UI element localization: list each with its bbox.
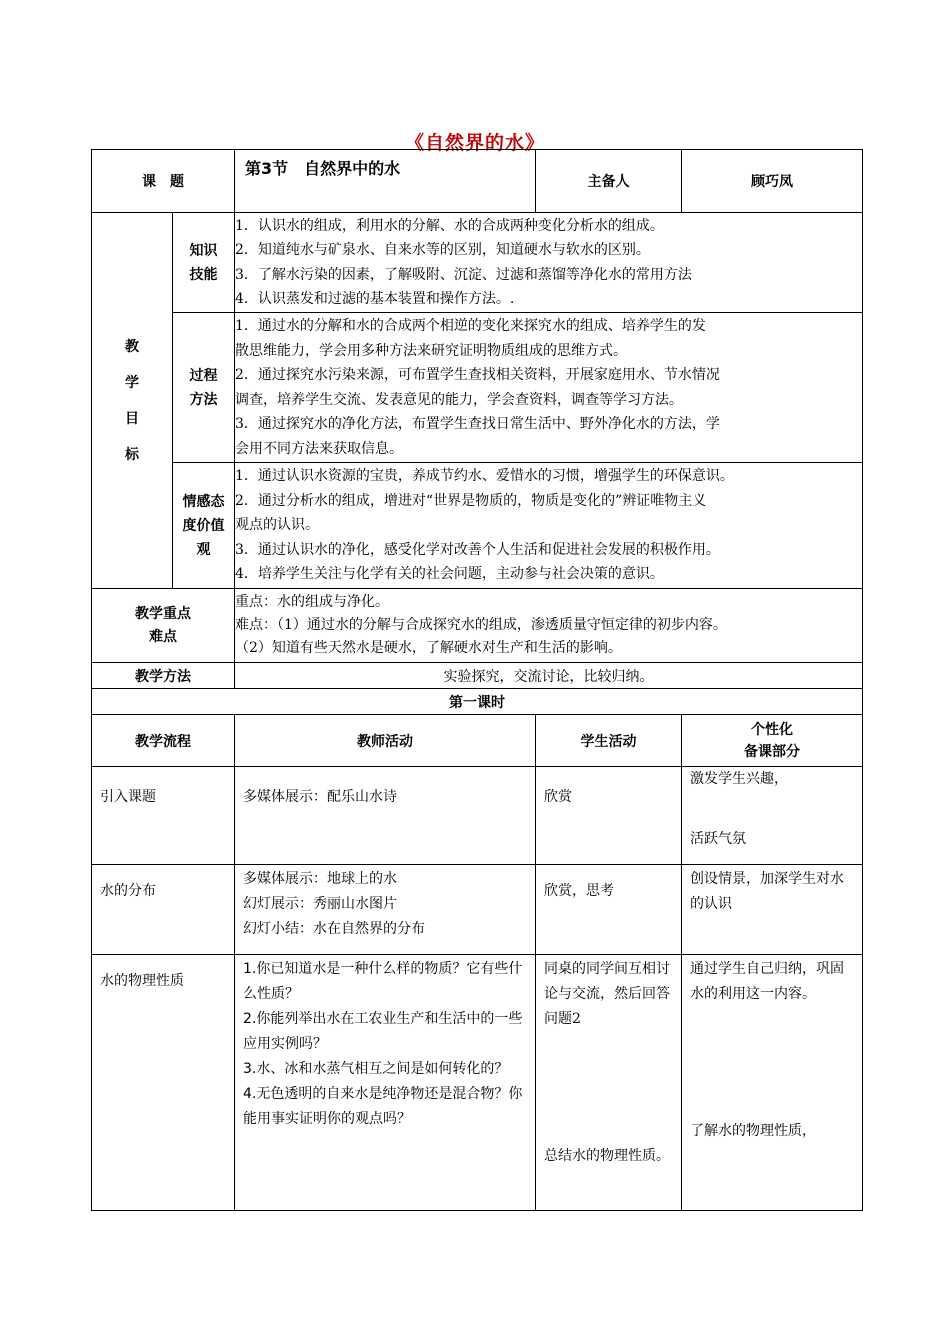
flow-personal: 创设情景，加深学生对水的认识 bbox=[682, 865, 863, 955]
flow-header-student: 学生活动 bbox=[536, 715, 682, 767]
flow-personal: 激发学生兴趣， 活跃气氛 bbox=[682, 767, 863, 865]
knowledge-label: 知识 技能 bbox=[173, 213, 235, 313]
topic-label: 课 题 bbox=[92, 150, 235, 213]
emotion-label: 情感态 度价值 观 bbox=[173, 463, 235, 589]
lesson-plan-table bbox=[91, 149, 863, 1211]
flow-row bbox=[92, 767, 863, 865]
method-label: 教学方法 bbox=[92, 663, 235, 689]
method-row bbox=[92, 663, 863, 689]
process-label: 过程 方法 bbox=[173, 313, 235, 463]
flow-step: 水的分布 bbox=[92, 865, 235, 955]
flow-teacher: 1.你已知道水是一种什么样的物质？它有些什么性质？ 2.你能列举出水在工农业生产和生活中的一些应用实例吗？ 3.水、冰和水蒸气相互之间是如何转化的？ 4.无色透明的自来水是纯净物还是混合物？你能用事实证明你的观点吗？ bbox=[235, 955, 536, 1211]
key-points-label: 教学重点 难点 bbox=[92, 589, 235, 663]
objectives-label: 教 学 目 标 bbox=[92, 213, 173, 589]
document-title: 《自然界的水》 bbox=[404, 132, 545, 154]
flow-teacher: 多媒体展示：配乐山水诗 bbox=[235, 767, 536, 865]
objective-emotion-row bbox=[92, 463, 863, 589]
preparer-label: 主备人 bbox=[536, 150, 682, 213]
flow-student: 欣赏 bbox=[536, 767, 682, 865]
flow-teacher: 多媒体展示：地球上的水 幻灯展示：秀丽山水图片 幻灯小结：水在自然界的分布 bbox=[235, 865, 536, 955]
flow-header-personal: 个性化 备课部分 bbox=[682, 715, 863, 767]
topic-value: 第3节 自然界中的水 bbox=[235, 150, 536, 213]
objective-knowledge-row bbox=[92, 213, 863, 313]
flow-student: 同桌的同学间互相讨论与交流，然后回答问题2 总结水的物理性质。 bbox=[536, 955, 682, 1211]
process-content: 1．通过水的分解和水的合成两个相逆的变化来探究水的组成、培养学生的发 散思维能力，学会用多种方法来研究证明物质组成的思维方式。 2．通过探究水污染来源，可布置学生查找相关资料，开展家庭用水、节水情况 调查，培养学生交流、发表意见的能力，学会查资料，调查等学习方法。 3．通过探究水的净化方法，布置学生查找日常生活中、野外净化水的方法，学 会用不同方法来获取信息。 bbox=[235, 313, 863, 463]
preparer-value: 顾巧凤 bbox=[682, 150, 863, 213]
flow-row bbox=[92, 955, 863, 1211]
emotion-content: 1．通过认识水资源的宝贵，养成节约水、爱惜水的习惯，增强学生的环保意识。 2．通过分析水的组成，增进对“世界是物质的，物质是变化的”辨证唯物主义 观点的认识。 3．通过认识水的净化，感受化学对改善个人生活和促进社会发展的积极作用。 4．培养学生关注与化学有关的社会问题，主动参与社会决策的意识。 bbox=[235, 463, 863, 589]
flow-row bbox=[92, 865, 863, 955]
objective-process-row bbox=[92, 313, 863, 463]
lesson-period-row bbox=[92, 689, 863, 715]
flow-student: 欣赏，思考 bbox=[536, 865, 682, 955]
flow-step: 引入课题 bbox=[92, 767, 235, 865]
key-points-row bbox=[92, 589, 863, 663]
method-value: 实验探究，交流讨论，比较归纳。 bbox=[235, 663, 863, 689]
key-points-content: 重点：水的组成与净化。 难点：（1）通过水的分解与合成探究水的组成，渗透质量守恒定律的初步内容。 （2）知道有些天然水是硬水，了解硬水对生产和生活的影响。 bbox=[235, 589, 863, 663]
topic-row bbox=[92, 150, 863, 213]
flow-header-step: 教学流程 bbox=[92, 715, 235, 767]
lesson-period-label: 第一课时 bbox=[92, 689, 863, 715]
flow-step: 水的物理性质 bbox=[92, 955, 235, 1211]
flow-personal: 通过学生自己归纳，巩固水的利用这一内容。 了解水的物理性质， bbox=[682, 955, 863, 1211]
flow-header-teacher: 教师活动 bbox=[235, 715, 536, 767]
flow-header-row bbox=[92, 715, 863, 767]
knowledge-content: 1．认识水的组成，利用水的分解、水的合成两种变化分析水的组成。 2．知道纯水与矿泉水、自来水等的区别，知道硬水与软水的区别。 3．了解水污染的因素，了解吸附、沉淀、过滤和蒸馏等净化水的常用方法 4．认识蒸发和过滤的基本装置和操作方法。. bbox=[235, 213, 863, 313]
